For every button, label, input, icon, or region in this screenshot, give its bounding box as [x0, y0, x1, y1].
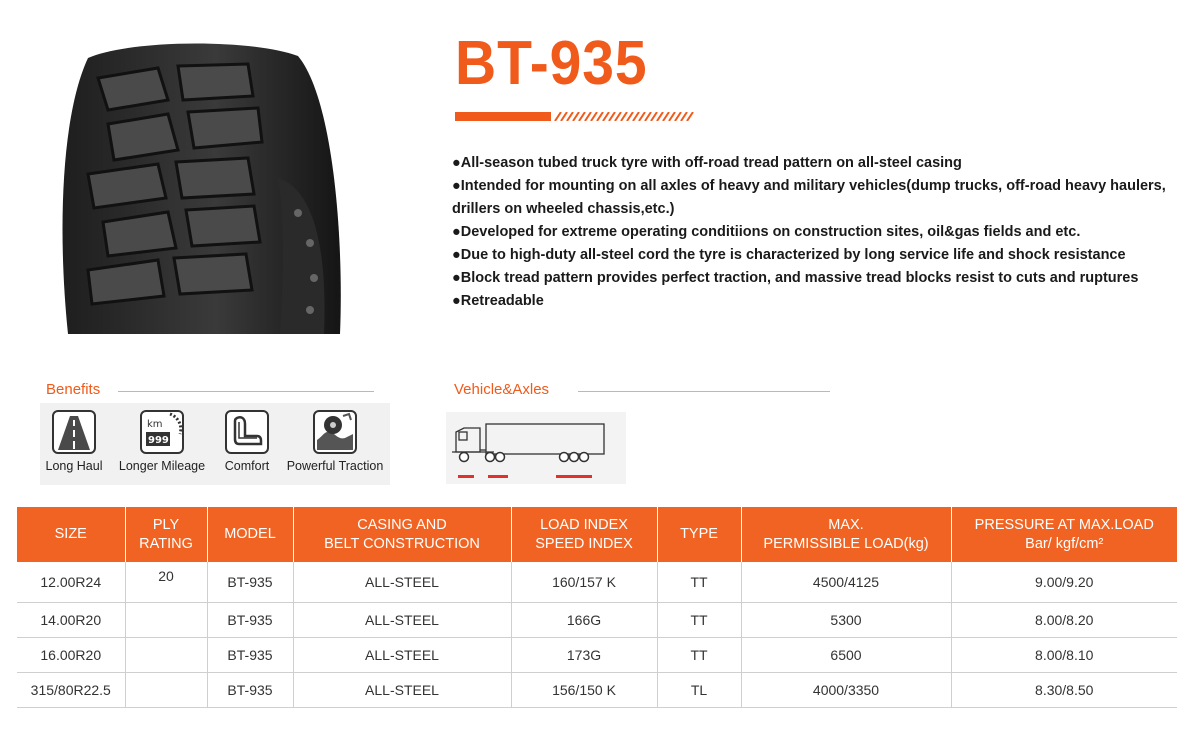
odometer-digits-text: 999 — [148, 435, 169, 446]
cell-construction: ALL-STEEL — [293, 562, 511, 603]
header-load-speed-index: LOAD INDEX SPEED INDEX — [511, 507, 657, 562]
feature-item: ●Intended for mounting on all axles of heavy and military vehicles(dump trucks, off-road heavy haulers, drillers on wheeled chassis,etc.) — [452, 178, 1166, 217]
cell-size: 12.00R24 — [17, 562, 125, 603]
cell-ply-rating — [125, 603, 207, 638]
header-type: TYPE — [657, 507, 741, 562]
feature-item: ●Block tread pattern provides perfect traction, and massive tread blocks resist to cuts and ruptures — [452, 270, 1139, 286]
header-ply-rating: PLY RATING — [125, 507, 207, 562]
benefit-comfort — [216, 410, 278, 473]
cell-construction: ALL-STEEL — [293, 603, 511, 638]
feature-item: ●Retreadable — [452, 293, 544, 309]
tractor-trailer-icon — [450, 420, 610, 482]
cell-model: BT-935 — [207, 562, 293, 603]
cell-type: TT — [657, 603, 741, 638]
benefit-long-haul — [40, 410, 108, 473]
odometer-km-text: km — [147, 419, 163, 430]
vehicle-divider — [578, 391, 830, 392]
feature-list — [452, 152, 1172, 313]
cell-load-speed-index: 166G — [511, 603, 657, 638]
cell-model: BT-935 — [207, 673, 293, 708]
header-pressure: PRESSURE AT MAX.LOAD Bar/ kgf/cm² — [951, 507, 1177, 562]
cell-pressure: 8.30/8.50 — [951, 673, 1177, 708]
benefit-label: Powerful Traction — [286, 459, 384, 473]
cell-type: TT — [657, 562, 741, 603]
cell-max-load: 4000/3350 — [741, 673, 951, 708]
tyre-image — [48, 38, 344, 334]
header-model: MODEL — [207, 507, 293, 562]
benefits-divider — [118, 391, 374, 392]
benefit-label: Comfort — [224, 459, 270, 473]
feature-item: ●Developed for extreme operating conditiions on construction sites, oil&gas fields and etc. — [452, 224, 1081, 240]
cell-pressure: 8.00/8.10 — [951, 638, 1177, 673]
product-title: BT-935 — [455, 29, 648, 98]
cell-max-load: 6500 — [741, 638, 951, 673]
cell-type: TL — [657, 673, 741, 708]
highway-icon — [52, 410, 96, 454]
cell-load-speed-index: 160/157 K — [511, 562, 657, 603]
seat-icon — [225, 410, 269, 454]
table-row — [17, 673, 1177, 708]
cell-type: TT — [657, 638, 741, 673]
header-construction: CASING AND BELT CONSTRUCTION — [293, 507, 511, 562]
table-row — [17, 638, 1177, 673]
cell-construction: ALL-STEEL — [293, 638, 511, 673]
cell-max-load: 5300 — [741, 603, 951, 638]
cell-size: 315/80R22.5 — [17, 673, 125, 708]
cell-max-load: 4500/4125 — [741, 562, 951, 603]
title-underline — [455, 112, 695, 121]
cell-pressure: 9.00/9.20 — [951, 562, 1177, 603]
header-size: SIZE — [17, 507, 125, 562]
cell-load-speed-index: 173G — [511, 638, 657, 673]
benefits-heading: Benefits — [46, 381, 101, 398]
odometer-icon — [140, 410, 184, 454]
cell-model: BT-935 — [207, 638, 293, 673]
cell-size: 14.00R20 — [17, 603, 125, 638]
benefit-longer-mileage — [116, 410, 208, 473]
feature-item: ●Due to high-duty all-steel cord the tyre is characterized by long service life and shock resistance — [452, 247, 1126, 263]
cell-size: 16.00R20 — [17, 638, 125, 673]
table-header-row — [17, 507, 1177, 562]
table-row — [17, 603, 1177, 638]
traction-icon — [313, 410, 357, 454]
cell-construction: ALL-STEEL — [293, 673, 511, 708]
cell-ply-rating — [125, 673, 207, 708]
cell-load-speed-index: 156/150 K — [511, 673, 657, 708]
spec-table — [17, 507, 1177, 708]
cell-pressure: 8.00/8.20 — [951, 603, 1177, 638]
feature-item: ●All-season tubed truck tyre with off-road tread pattern on all-steel casing — [452, 155, 962, 171]
cell-ply-rating — [125, 638, 207, 673]
table-row — [17, 562, 1177, 603]
benefit-powerful-traction — [284, 410, 386, 473]
benefit-label: Longer Mileage — [118, 459, 206, 473]
cell-model: BT-935 — [207, 603, 293, 638]
vehicle-heading: Vehicle&Axles — [454, 381, 550, 398]
cell-ply-rating: 20 — [125, 562, 207, 603]
benefit-label: Long Haul — [45, 459, 103, 473]
header-max-load: MAX. PERMISSIBLE LOAD(kg) — [741, 507, 951, 562]
